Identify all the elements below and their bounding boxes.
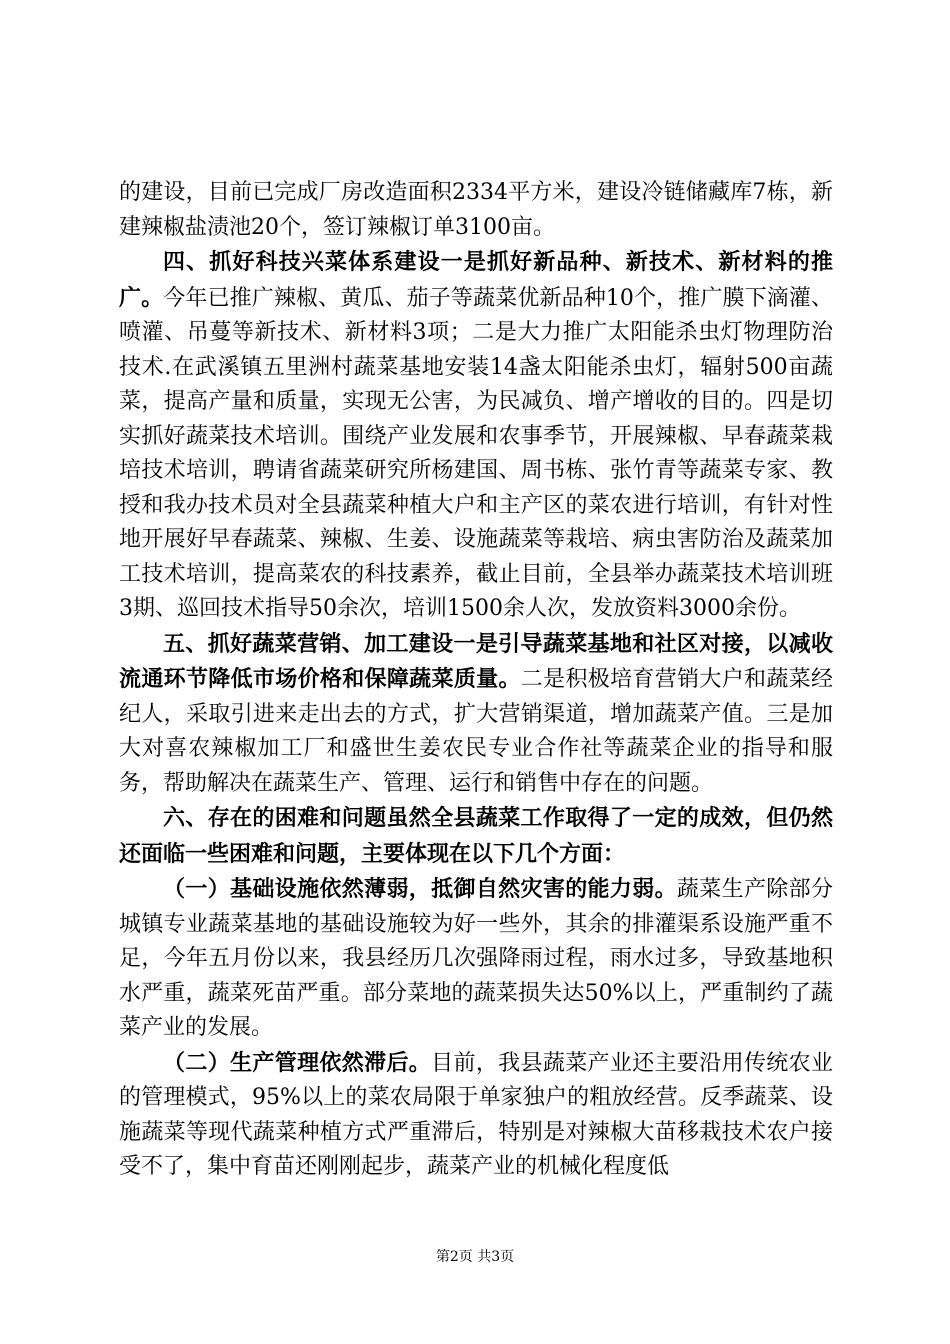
paragraph-text: 今年已推广辣椒、黄瓜、茄子等蔬菜优新品种10个，推广膜下滴灌、喷灌、吊蔓等新技术、新材料3项；二是大力推广太阳能杀虫灯物理防治技术.在武溪镇五里洲村蔬菜基地安装14盏太阳能杀虫灯，辐射500亩蔬菜，提高产量和质量，实现无公害，为民减负、增产增收的目的。四是切实抓好蔬菜技术培训。围绕产业发展和农事季节，开展辣椒、早春蔬菜栽培技术培训，聘请省蔬菜研究所杨建国、周书栋、张竹青等蔬菜专家、教授和我办技术员对全县蔬菜种植大户和主产区的菜农进行培训，有针对性地开展好早春蔬菜、辣椒、生姜、设施蔬菜等栽培、病虫害防治及蔬菜加工技术培训，提高菜农的科技素养，截止目前，全县举办蔬菜技术培训班3期、巡回技术指导50余次，培训1500余人次，发放资料3000余份。 (119, 285, 833, 621)
paragraph-text: 的建设，目前已完成厂房改造面积2334平方米，建设冷链储藏库7栋，新建辣椒盐渍池20个，签订辣椒订单3100亩。 (119, 180, 833, 240)
paragraph-text: 蔬菜生产除部分城镇专业蔬菜基地的基础设施较为好一些外，其余的排灌渠系设施严重不足，今年五月份以来，我县经历几次强降雨过程，雨水过多，导致基地积水严重，蔬菜死苗严重。部分菜地的蔬菜损失达50%以上，严重制约了蔬菜产业的发展。 (119, 877, 833, 1040)
section-heading: 六、存在的困难和问题虽然全县蔬菜工作取得了一定的成效，但仍然还面临一些困难和问题，主要体现在以下几个方面： (119, 805, 833, 867)
page-number: 第2页 共3页 (435, 1249, 515, 1265)
section-heading: 五、抓好蔬菜营销、加工建设一是引导蔬菜基地和社区对接，以减收流通环节降低市场价格和保障蔬菜质量。 (119, 630, 833, 692)
subsection-heading: （二）生产管理依然滞后。 (163, 1049, 432, 1076)
paragraph-text: 目前，我县蔬菜产业还主要沿用传统农业的管理模式，95%以上的菜农局限于单家独户的粗放经营。反季蔬菜、设施蔬菜等现代蔬菜种植方式严重滞后，特别是对辣椒大苗移栽技术农户接受不了，集中育苗还刚刚起步，蔬菜产业的机械化程度低 (119, 1050, 833, 1179)
subsection-heading: （一）基础设施依然薄弱，抵御自然灾害的能力弱。 (163, 876, 677, 902)
paragraph-subsection-2 (119, 1046, 833, 1185)
paragraph-section-6 (119, 801, 833, 872)
page-footer (0, 1247, 950, 1267)
paragraph-section-5 (119, 627, 833, 802)
paragraph-section-4 (119, 245, 833, 627)
paragraph-text: 二是积极培育营销大户和蔬菜经纪人，采取引进来走出去的方式，扩大营销渠道，增加蔬菜产值。三是加大对喜农辣椒加工厂和盛世生姜农民专业合作社等蔬菜企业的指导和服务，帮助解决在蔬菜生产、管理、运行和销售中存在的问题。 (119, 667, 833, 796)
document-body (119, 176, 833, 1185)
section-heading: 四、抓好科技兴菜体系建设一是抓好新品种、新技术、新材料的推广。 (119, 249, 833, 311)
paragraph-continuation (119, 176, 833, 245)
paragraph-subsection-1 (119, 872, 833, 1046)
